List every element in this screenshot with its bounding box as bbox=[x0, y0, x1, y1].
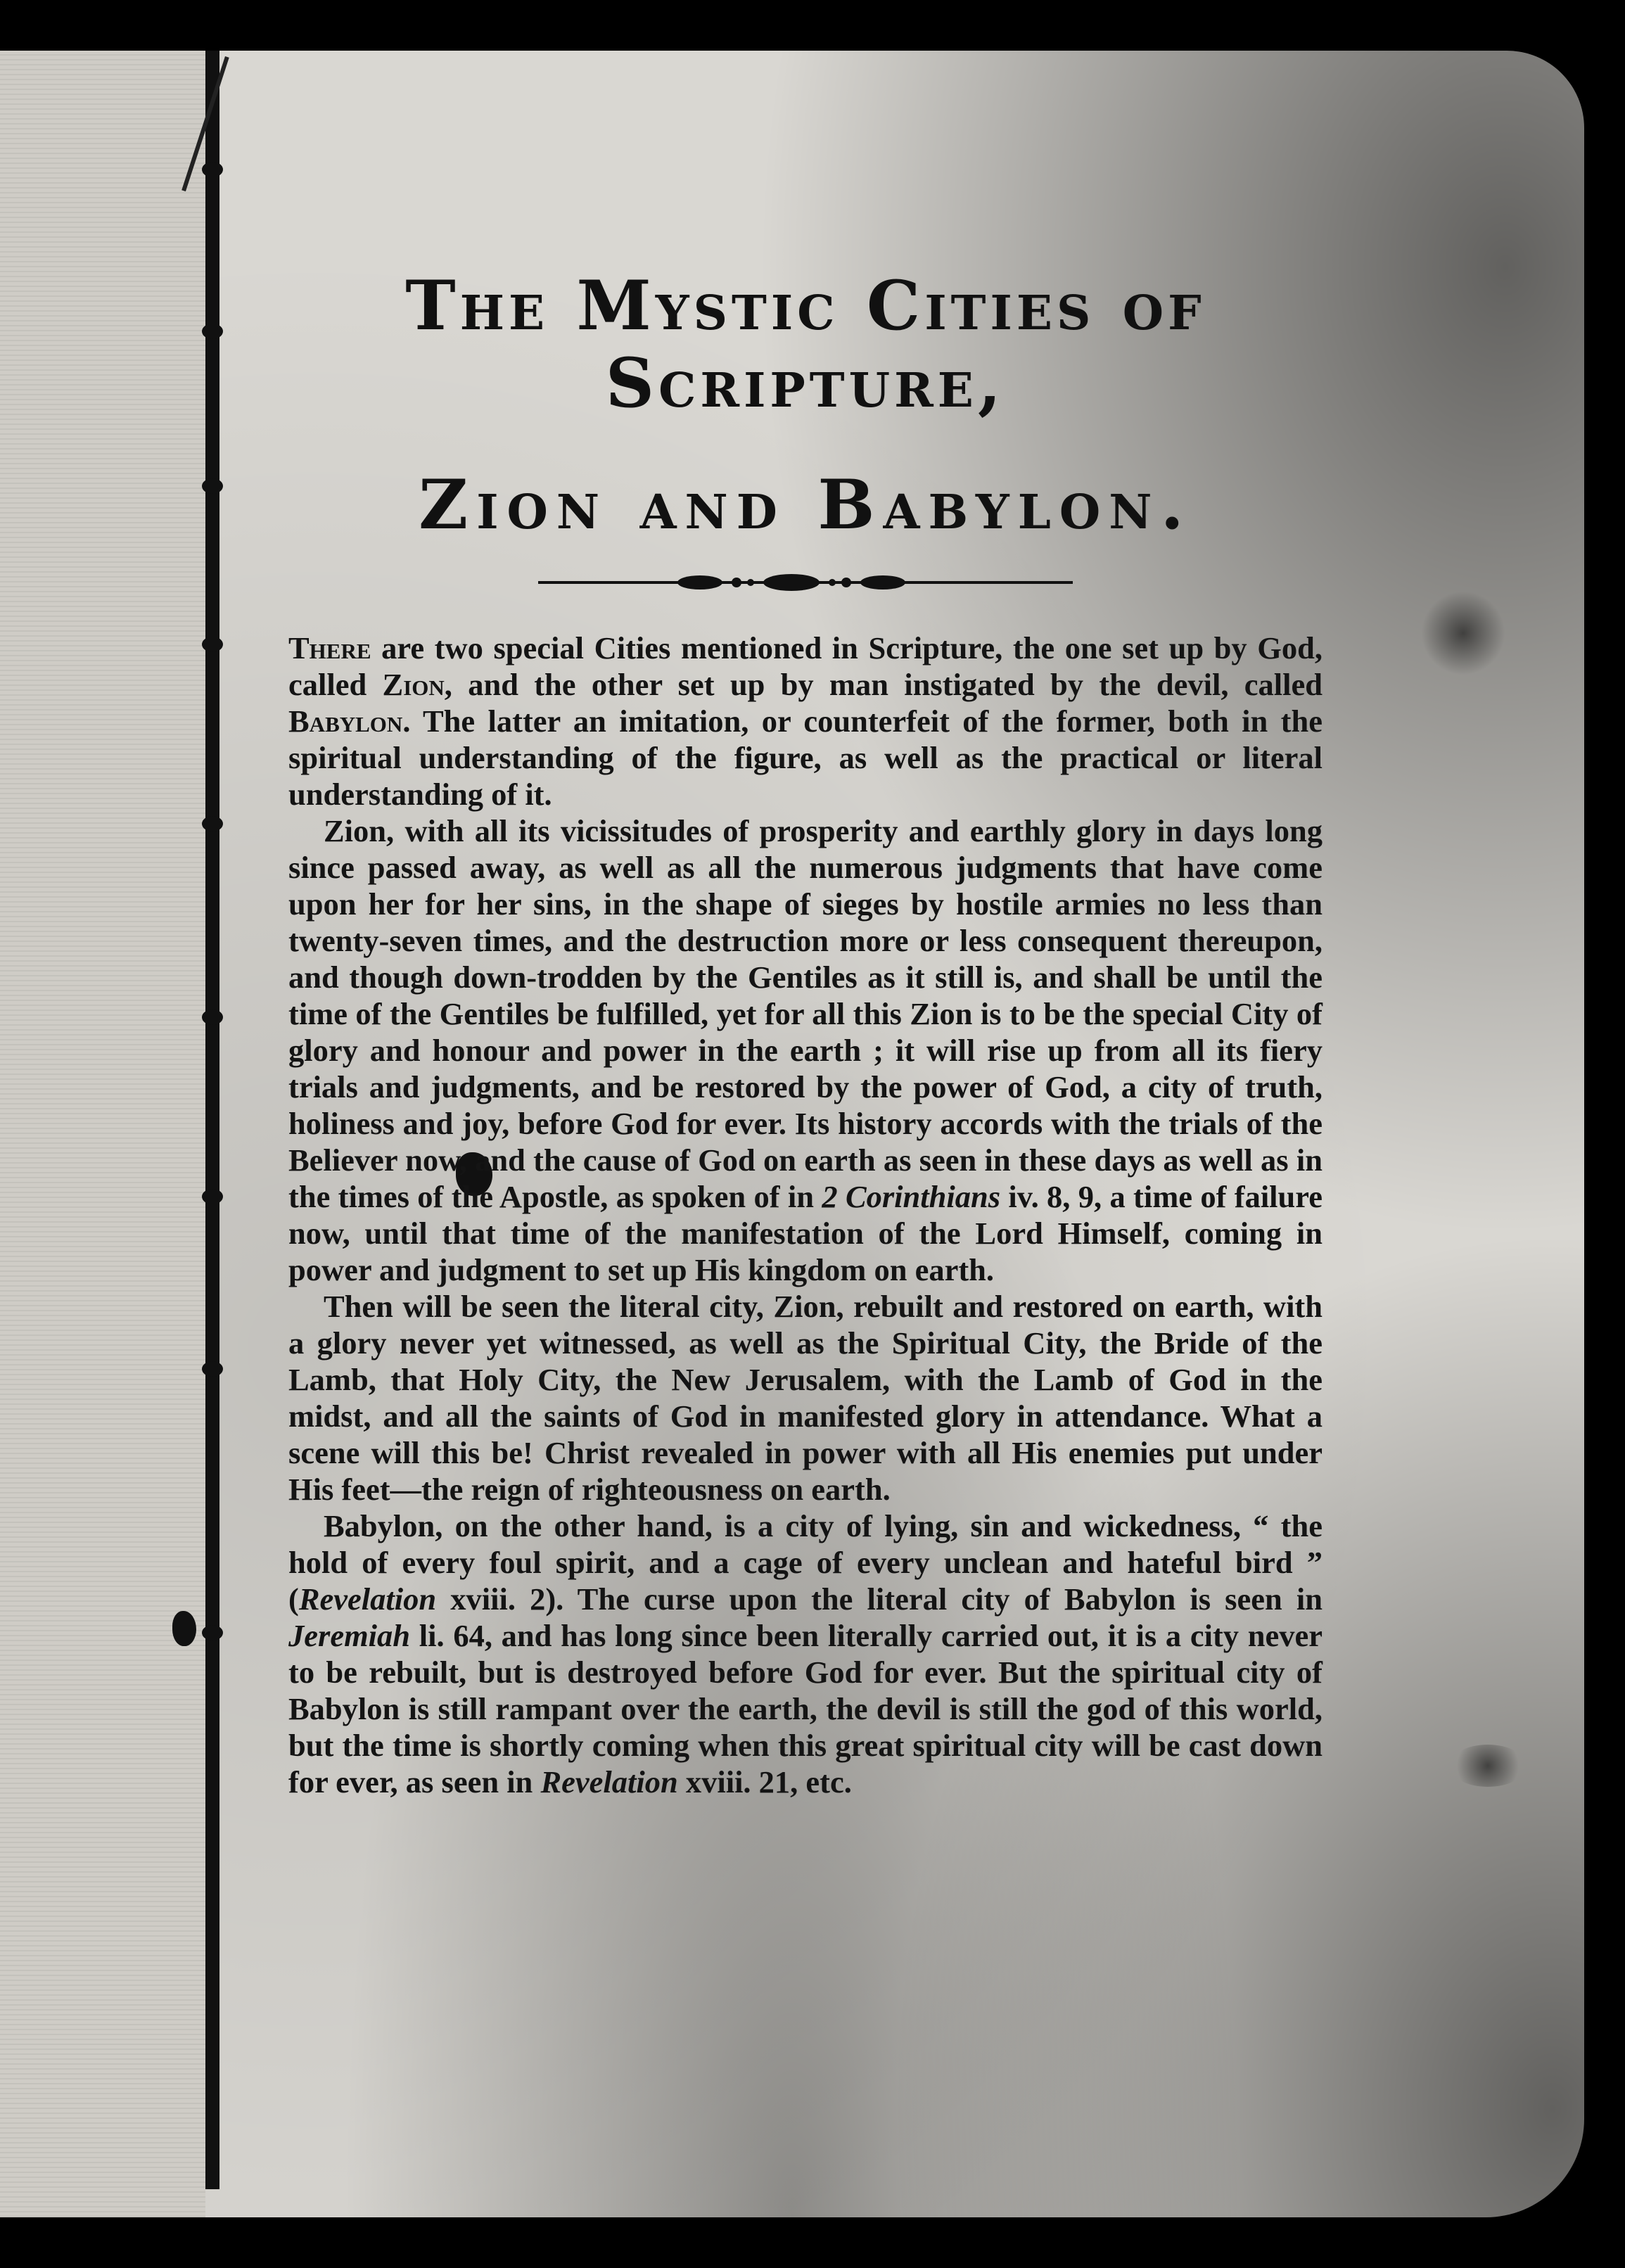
ink-stain bbox=[1449, 1745, 1527, 1787]
paragraph-text: Then will be seen the literal city, Zion, rebuilt and restored on earth, with a glory never yet witnessed, as well as the Spiritual City, the Bride of the Lamb, that Holy City, the New Jerusalem, with the Lamb of God in the midst, and all the saints of God in manifested glory in attendance. What a scene will this be! Christ revealed in power with all His enemies put under His feet—the reign of righteousness on earth. bbox=[288, 1289, 1323, 1508]
spine-knob-icon bbox=[202, 478, 223, 494]
book-spine bbox=[205, 51, 219, 2189]
paragraph-text: xviii. 21, etc. bbox=[677, 1764, 852, 1800]
paragraph bbox=[288, 1508, 1323, 1800]
page-subtitle: Zion and Babylon. bbox=[419, 464, 1192, 544]
paragraph-text: , and the other set up by man instigated by the devil, called bbox=[444, 667, 1323, 703]
city-name: Babylon bbox=[288, 703, 403, 739]
scripture-reference: Revelation bbox=[298, 1581, 437, 1617]
spine-knob-icon bbox=[202, 324, 223, 339]
facing-page-edge bbox=[0, 51, 205, 2217]
paragraph-text: . The latter an imitation, or counterfeit of the former, both in the spiritual understanding of the figure, as well as the practical or literal understanding of it. bbox=[288, 703, 1323, 813]
page-content bbox=[288, 267, 1323, 1800]
paragraph bbox=[288, 1288, 1323, 1508]
paragraph-text: xviii. 2). The curse upon the literal city of Babylon is seen in bbox=[436, 1581, 1323, 1617]
paragraph-text: Babylon, on the other hand, is a city of lying, sin and wickedness, “ the hold of every foul spirit, and a cage of every unclean and hateful bird ” ( bbox=[288, 1508, 1323, 1617]
spine-knob-icon bbox=[202, 1189, 223, 1204]
ornament-divider-icon bbox=[538, 572, 1073, 593]
paragraph-text: Zion, with all its vicissitudes of prosperity and earthly glory in days long since passed away, as well as all the numerous judgments that have come upon her for her sins, in the shape of sieges by hostile armies no less than twenty-seven times, and the destruction more or less consequent thereupon, and though down-trodden by the Gentiles as it still is, and shall be until the time of the Gentiles be fulfilled, yet for all this Zion is to be the special City of glory and honour and power in the earth ; it will rise up from all its fiery trials and judgments, and be restored by the power of God, a city of truth, holiness and joy, before God for ever. Its history accords with the trials of the Believer now, and the cause of God on earth as seen in these days as well as in the times of the Apostle, as spoken of in bbox=[288, 813, 1323, 1215]
paragraph bbox=[288, 630, 1323, 813]
article-body bbox=[288, 630, 1323, 1800]
page-title: The Mystic Cities of Scripture, bbox=[405, 266, 1206, 423]
ink-stain bbox=[1421, 591, 1505, 675]
paragraph bbox=[288, 813, 1323, 1288]
paragraph-text: li. 64, and has long since been literally carried out, it is a city never to be rebuilt, but is destroyed before God for ever. But the spiritual city of Babylon is still rampant over the earth, the devil is still the god of this world, but the time is shortly coming when this great spiritual city will be cast down for ever, as seen in bbox=[288, 1618, 1323, 1800]
ink-blot-icon bbox=[172, 1611, 196, 1646]
spine-knob-icon bbox=[202, 162, 223, 177]
spine-knob-icon bbox=[202, 1625, 223, 1641]
paragraph-text: are two special Cities mentioned in Scripture, the one set up by God, called bbox=[288, 630, 1323, 703]
scripture-reference: 2 Corinthians bbox=[822, 1179, 1001, 1215]
city-name: Zion bbox=[382, 667, 445, 703]
drop-word: There bbox=[288, 630, 371, 666]
spine-knob-icon bbox=[202, 816, 223, 832]
spine-knob-icon bbox=[202, 1361, 223, 1377]
scripture-reference: Revelation bbox=[540, 1764, 678, 1800]
paragraph-text: iv. 8, 9, a time of failure now, until that time of the manifestation of the Lord Himself, coming in power and judgment to set up His kingdom on earth. bbox=[288, 1179, 1323, 1288]
spine-knob-icon bbox=[202, 637, 223, 652]
spine-knob-icon bbox=[202, 1009, 223, 1025]
scripture-reference: Jeremiah bbox=[288, 1618, 411, 1654]
